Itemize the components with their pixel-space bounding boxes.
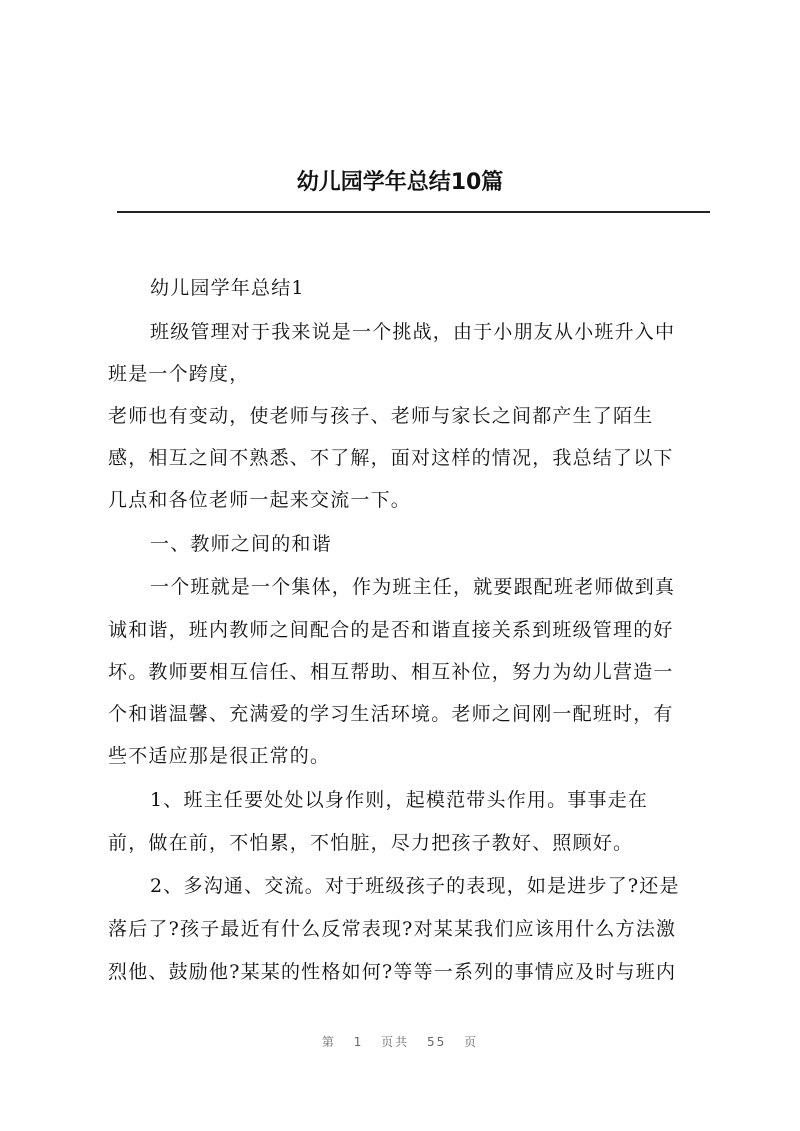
paragraph-line: 老师也有变动，使老师与孩子、老师与家长之间都产生了陌生 xyxy=(108,405,654,427)
paragraph-line: 感，相互之间不熟悉、不了解，面对这样的情况，我总结了以下 xyxy=(108,447,674,469)
title-divider xyxy=(117,211,710,213)
page-title: 幼儿园学年总结10篇 xyxy=(296,170,504,195)
paragraph-line: 一个班就是一个集体，作为班主任，就要跟配班老师做到真 xyxy=(150,576,676,598)
paragraph-line: 班是一个跨度， xyxy=(108,363,250,385)
paragraph-line: 几点和各位老师一起来交流一下。 xyxy=(108,489,412,511)
paragraph-line: 个和谐温馨、充满爱的学习生活环境。老师之间刚一配班时，有 xyxy=(108,703,674,725)
paragraph-line: 1、班主任要处处以身作则，起模范带头作用。事事走在 xyxy=(150,789,649,811)
footer-page-number: 1 xyxy=(353,1035,364,1049)
paragraph-line: 落后了?孩子最近有什么反常表现?对某某我们应该用什么方法激 xyxy=(108,918,677,940)
paragraph-line: 2、多沟通、交流。对于班级孩子的表现，如是进步了?还是 xyxy=(150,875,680,897)
paragraph-line: 幼儿园学年总结1 xyxy=(150,277,305,299)
paragraph-line: 些不适应那是很正常的。 xyxy=(108,745,331,767)
paragraph-line: 一、教师之间的和谐 xyxy=(150,533,332,555)
paragraph-line: 班级管理对于我来说是一个挑战，由于小朋友从小班升入中 xyxy=(150,321,676,343)
page-footer xyxy=(0,1033,800,1050)
footer-middle: 页共 xyxy=(381,1035,410,1049)
paragraph-line: 前，做在前，不怕累，不怕脏，尽力把孩子教好、照顾好。 xyxy=(108,832,634,854)
footer-suffix: 页 xyxy=(464,1035,479,1049)
footer-total-pages: 55 xyxy=(427,1035,447,1049)
paragraph-line: 烈他、鼓励他?某某的性格如何?等等一系列的事情应及时与班内 xyxy=(108,961,677,983)
footer-prefix: 第 xyxy=(321,1035,336,1049)
paragraph-line: 诚和谐，班内教师之间配合的是否和谐直接关系到班级管理的好 xyxy=(108,619,674,641)
paragraph-line: 坏。教师要相互信任、相互帮助、相互补位，努力为幼儿营造一 xyxy=(108,661,674,683)
